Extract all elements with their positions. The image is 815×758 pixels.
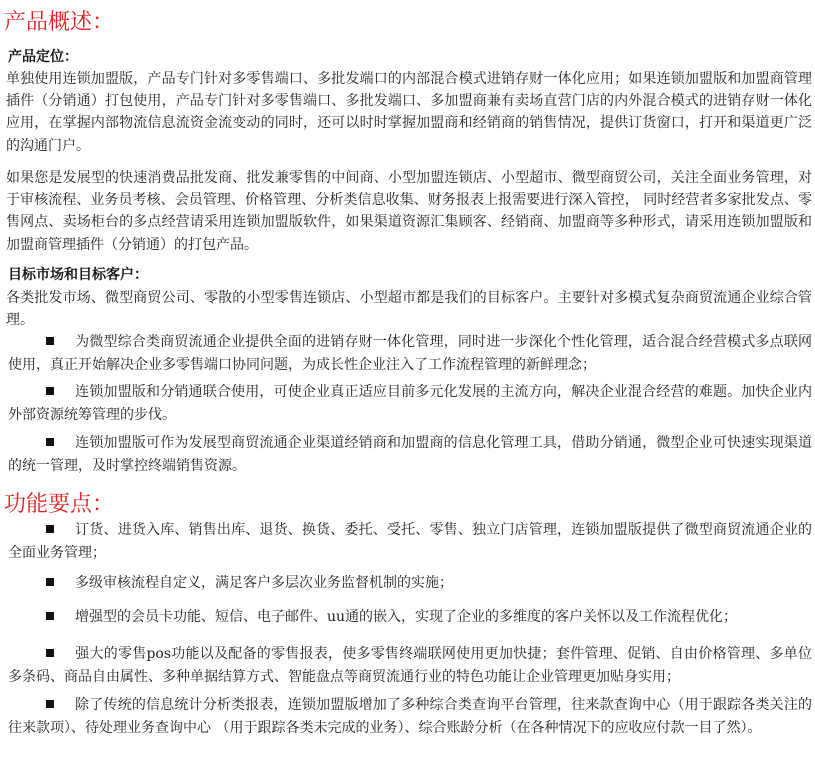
feature-bullet-text: 强大的零售pos功能以及配备的零售报表，使多零售终端联网使用更加快捷；套件管理、促销、自由价格管理、多单位多条码、商品自由属性、多种单据结算方式、智能盘点等商贸流通行业的特色功能让企业管理更加贴身实用； bbox=[8, 646, 812, 685]
feature-bullet-text: 订货、进货入库、销售出库、退货、换货、委托、受托、零售、独立门店管理，连锁加盟版提供了微型商贸流通企业的全面业务管理； bbox=[8, 522, 812, 561]
feature-bullet-text: 多级审核流程自定义，满足客户多层次业务监督机制的实施； bbox=[75, 575, 453, 591]
target-bullet-text: 为微型综合类商贸流通企业提供全面的进销存财一体化管理，同时进一步深化个性化管理，适合混合经营模式多点联网使用，真正开始解决企业多零售端口协同问题，为成长性企业注入了工作流程管理的新鲜理念； bbox=[8, 334, 812, 373]
square-bullet-icon bbox=[46, 649, 54, 657]
feature-bullet-text: 增强型的会员卡功能、短信、电子邮件、uu通的嵌入，实现了企业的多维度的客户关怀以及工作流程优化； bbox=[75, 609, 738, 625]
feature-bullet bbox=[8, 572, 812, 595]
feature-bullet bbox=[8, 606, 812, 629]
target-bullet bbox=[8, 381, 812, 426]
square-bullet-icon bbox=[46, 525, 54, 533]
square-bullet-icon bbox=[46, 337, 54, 345]
feature-bullet bbox=[8, 643, 812, 688]
positioning-paragraph-1: 单独使用连锁加盟版，产品专门针对多零售端口、多批发端口的内部混合模式进销存财一体化应用；如果连锁加盟版和加盟商管理插件（分销通）打包使用，产品专门针对多零售端口、多批发端口、多加盟商兼有卖场直营门店的内外混合模式的进销存财一体化应用，在掌握内部物流信息流资金流变动的同时，还可以时时掌握加盟商和经销商的销售情况，提供订货窗口，打开和渠道更广泛的沟通门户。 bbox=[6, 71, 812, 154]
target-bullet bbox=[8, 331, 812, 376]
feature-bullet-text: 除了传统的信息统计分析类报表，连锁加盟版增加了多种综合类查询平台管理，往来款查询中心（用于跟踪各类关注的往来款项）、待处理业务查询中心 （用于跟踪各类未完成的业务）、综合账龄分析（在各种情况下的应收应付款一目了然）。 bbox=[8, 697, 812, 736]
target-bullet-text: 连锁加盟版可作为发展型商贸流通企业渠道经销商和加盟商的信息化管理工具，借助分销通，微型企业可快速实现渠道的统一管理，及时掌控终端销售资源。 bbox=[8, 435, 812, 474]
target-bullet-text: 连锁加盟版和分销通联合使用，可使企业真正适应目前多元化发展的主流方向，解决企业混合经营的难题。加快企业内外部资源统筹管理的步伐。 bbox=[8, 384, 812, 423]
square-bullet-icon bbox=[46, 387, 54, 395]
feature-bullet bbox=[8, 519, 812, 564]
target-market-title: 目标市场和目标客户： bbox=[8, 267, 148, 283]
square-bullet-icon bbox=[46, 700, 54, 708]
feature-bullet bbox=[8, 694, 812, 739]
square-bullet-icon bbox=[46, 612, 54, 620]
positioning-title: 产品定位： bbox=[8, 49, 78, 65]
positioning-paragraph-2: 如果您是发展型的快速消费品批发商、批发兼零售的中间商、小型加盟连锁店、小型超市、微型商贸公司，关注全面业务管理，对于审核流程、业务员考核、会员管理、价格管理、分析类信息收集、财务报表上报需要进行深入管控， 同时经营者多家批发点、零售网点、卖场柜台的多点经营请采用连锁加盟版软件，如果渠道资源汇集顾客、经销商、加盟商等多种形式，请采用连锁加盟版和加盟商管理插件（分销通）的打包产品。 bbox=[6, 170, 812, 253]
overview-heading: 产品概述： bbox=[4, 10, 115, 35]
square-bullet-icon bbox=[46, 578, 54, 586]
square-bullet-icon bbox=[46, 438, 54, 446]
target-bullet bbox=[8, 432, 812, 477]
target-market-paragraph: 各类批发市场、微型商贸公司、零散的小型零售连锁店、小型超市都是我们的目标客户。主要针对多模式复杂商贸流通企业综合管理。 bbox=[6, 290, 812, 329]
features-heading: 功能要点： bbox=[4, 492, 115, 517]
